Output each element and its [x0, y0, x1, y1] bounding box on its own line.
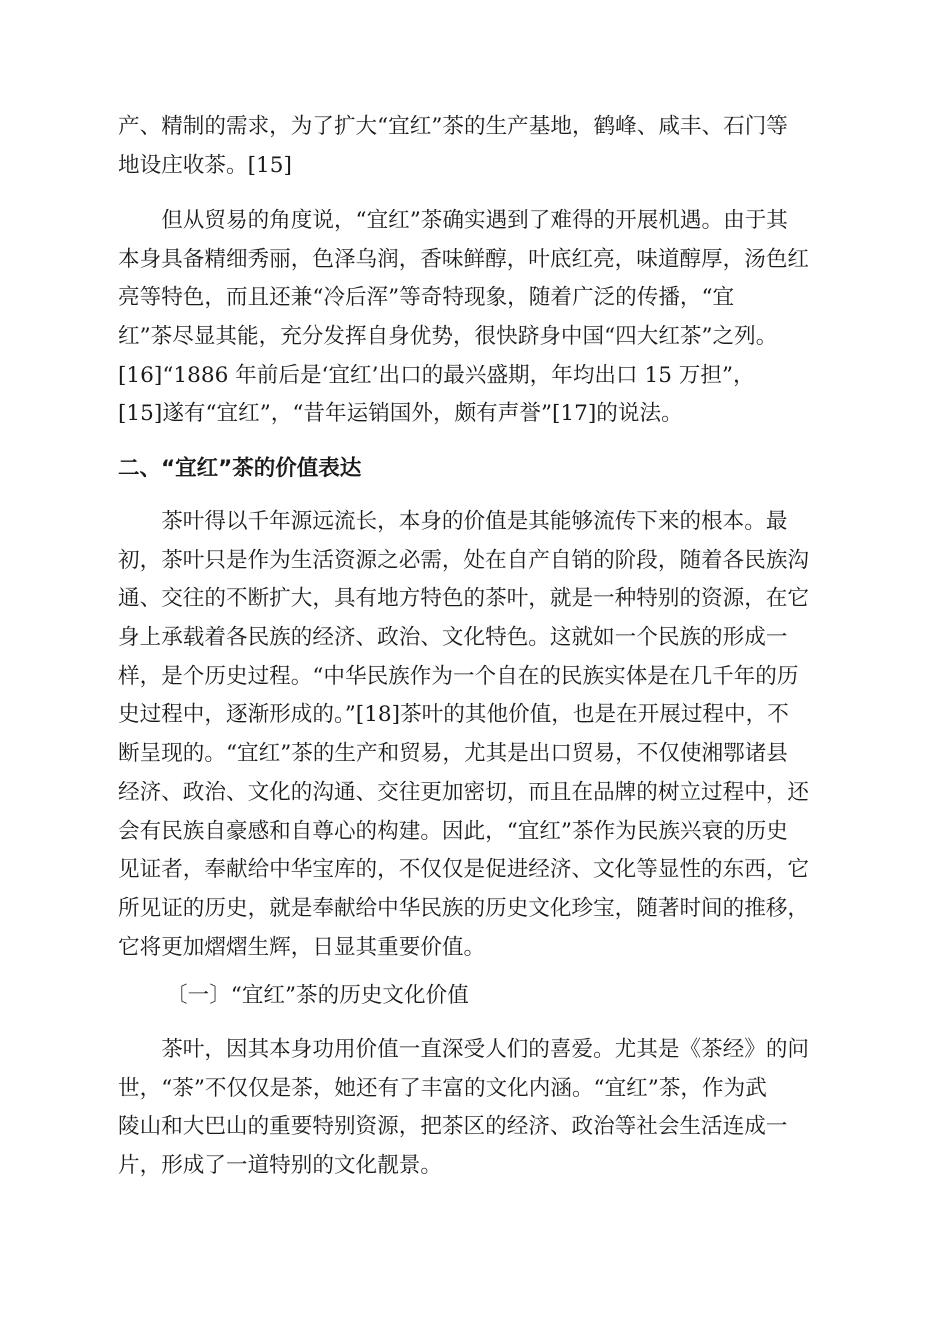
text-line: 断呈现的。“宜红”茶的生产和贸易，尤其是出口贸易，不仅使湘鄂诸县: [118, 741, 788, 767]
text-line: 通、交往的不断扩大，具有地方特色的茶叶，就是一种特别的资源，在它: [118, 586, 810, 612]
text-line: 亮等特色，而且还兼“冷后浑”等奇特现象，随着广泛的传播，“宜: [118, 285, 735, 311]
text-line: 会有民族自豪感和自尊心的构建。因此，“宜红”茶作为民族兴衰的历史: [118, 818, 788, 844]
text-line: 身上承载着各民族的经济、政治、文化特色。这就如一个民族的形成一: [118, 625, 788, 651]
text-line: 初，茶叶只是作为生活资源之必需，处在自产自销的阶段，随着各民族沟: [118, 547, 810, 573]
text-line: 它将更加熠熠生辉，日显其重要价值。: [118, 934, 486, 960]
text-line: 所见证的历史，就是奉献给中华民族的历史文化珍宝，随著时间的推移，: [118, 895, 810, 921]
text-line: [16]“1886 年前后是‘宜红’出口的最兴盛期，年均出口 15 万担”，: [118, 362, 755, 388]
text-line: 茶叶，因其本身功用价值一直深受人们的喜爱。尤其是《茶经》的问: [118, 1037, 810, 1062]
text-line: 样，是个历史过程。“中华民族作为一个自在的民族实体是在几千年的历: [118, 663, 799, 689]
text-line: 见证者，奉献给中华宝库的，不仅仅是促进经济、文化等显性的东西，它: [118, 857, 810, 883]
section-heading: [118, 450, 832, 489]
text-line: 但从贸易的角度说，“宜红”茶确实遇到了难得的开展机遇。由于其: [118, 208, 788, 233]
text-line: 陵山和大巴山的重要特别资源，把茶区的经济、政治等社会生活连成一: [118, 1114, 788, 1140]
paragraph-4: [118, 1031, 832, 1186]
text-line: 产、精制的需求，为了扩大“宜红”茶的生产基地，鹤峰、咸丰、石门等: [118, 114, 788, 139]
subheading-text: 〔一〕“宜红”茶的历史文化价值: [166, 983, 469, 1008]
text-line: 地设庄收茶。[15]: [118, 152, 292, 178]
text-line: 本身具备精细秀丽，色泽乌润，香味鲜醇，叶底红亮，味道醇厚，汤色红: [118, 246, 810, 272]
subsection-heading: [118, 977, 880, 1016]
paragraph-1: [118, 108, 832, 185]
text-line: 片，形成了一道特别的文化靓景。: [118, 1153, 442, 1179]
text-line: 史过程中，逐渐形成的。”[18]茶叶的其他价值，也是在开展过程中，不: [118, 702, 789, 728]
paragraph-2: [118, 202, 832, 434]
text-line: 经济、政治、文化的沟通、交往更加密切，而且在品牌的树立过程中，还: [118, 779, 810, 805]
text-line: 茶叶得以千年源远流长，本身的价值是其能够流传下来的根本。最: [118, 509, 788, 534]
text-line: [15]遂有“宜红”，“昔年运销国外，颇有声誉”[17]的说法。: [118, 401, 683, 427]
text-line: 世，“茶”不仅仅是茶，她还有了丰富的文化内涵。“宜红”茶，作为武: [118, 1075, 767, 1101]
paragraph-3: [118, 503, 832, 967]
text-line: 红”茶尽显其能，充分发挥自身优势，很快跻身中国“四大红茶”之列。: [118, 324, 778, 350]
heading-text: 二、“宜红”茶的价值表达: [118, 456, 362, 481]
